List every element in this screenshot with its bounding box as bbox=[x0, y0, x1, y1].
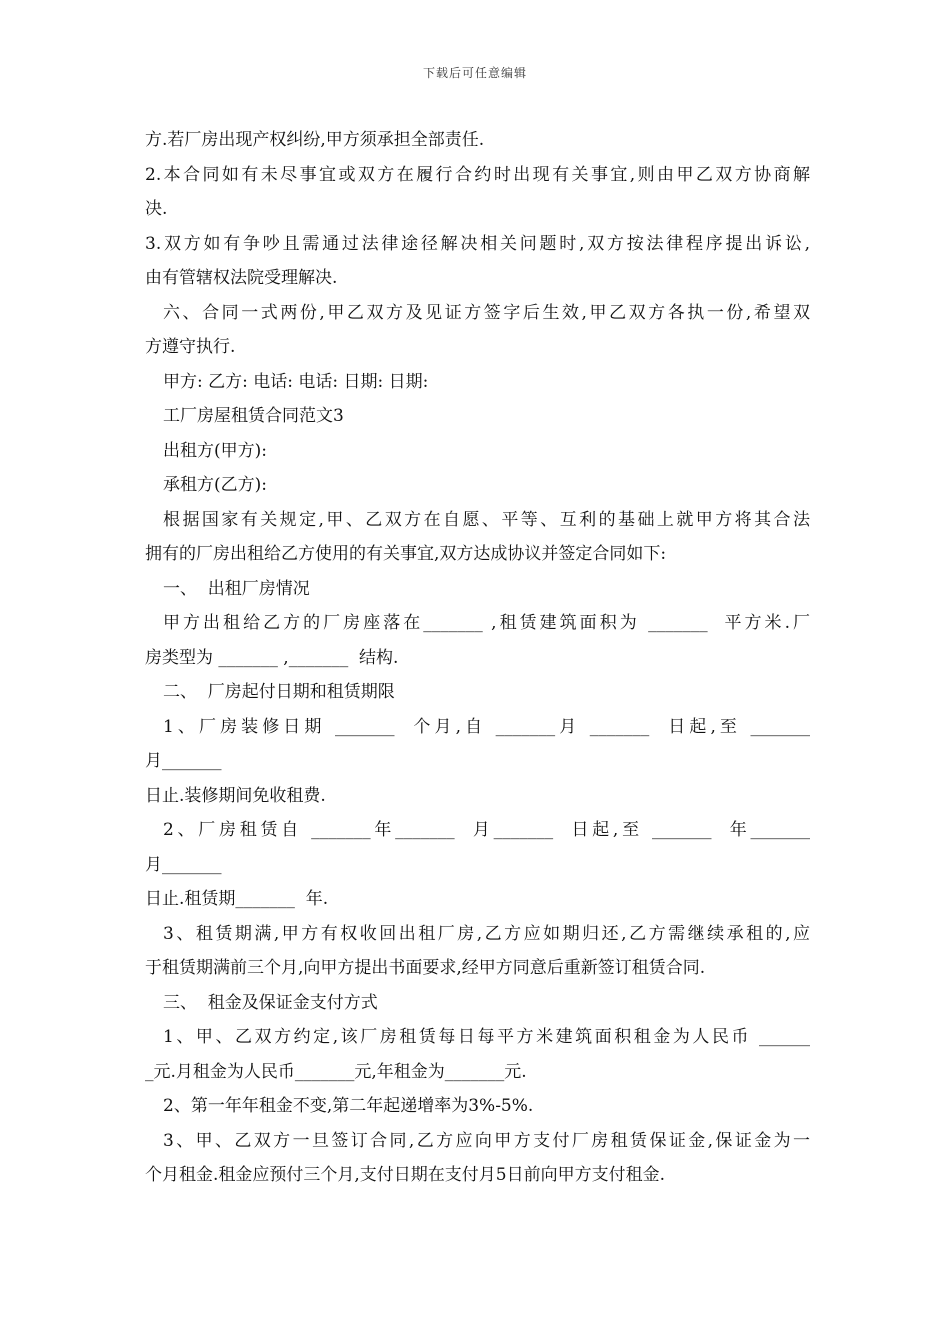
text-line: 甲方: 乙方: 电话: 电话: 日期: 日期: bbox=[163, 371, 429, 392]
text-line: 承租方(乙方): bbox=[163, 475, 267, 495]
text-line: 二、 厂房起付日期和租赁期限 bbox=[163, 682, 395, 702]
document-body bbox=[145, 123, 810, 1193]
text-line: 出租方(甲方): bbox=[163, 440, 267, 461]
text-line: 个月租金.租金应预付三个月,支付日期在支付月5日前向甲方支付租金. bbox=[145, 1165, 666, 1185]
text-line: 3、租赁期满,甲方有权收回出租厂房,乙方应如期归还,乙方需继续承租的,应 bbox=[163, 923, 810, 944]
text-line: 于租赁期满前三个月,向甲方提出书面要求,经甲方同意后重新签订租赁合同. bbox=[145, 958, 706, 978]
text-line: 工厂房屋租赁合同范文3 bbox=[163, 406, 344, 426]
text-line: 方遵守执行. bbox=[145, 337, 236, 357]
text-line: _元.月租金为人民币_______元,年租金为_______元. bbox=[145, 1061, 527, 1082]
text-line: 2.本合同如有未尽事宜或双方在履行合约时出现有关事宜,则由甲乙双方协商解 bbox=[145, 164, 810, 185]
text-line: 月_______ bbox=[145, 854, 222, 875]
text-line: 决. bbox=[145, 199, 168, 219]
text-line: 三、 租金及保证金支付方式 bbox=[163, 992, 378, 1013]
text-line: 2、厂房租赁自 _______年_______ 月_______ 日起,至 _______ 年_______ bbox=[163, 820, 810, 840]
text-line: 3、甲、乙双方一旦签订合同,乙方应向甲方支付厂房租赁保证金,保证金为一 bbox=[163, 1130, 810, 1151]
text-line: 拥有的厂房出租给乙方使用的有关事宜,双方达成协议并签定合同如下: bbox=[145, 544, 667, 564]
page-header: 下载后可任意编辑 bbox=[422, 66, 527, 80]
text-line: 2、第一年年租金不变,第二年起递增率为3%-5%. bbox=[163, 1096, 534, 1116]
text-line: 3.双方如有争吵且需通过法律途径解决相关问题时,双方按法律程序提出诉讼, bbox=[145, 233, 810, 254]
text-line: 日止.装修期间免收租费. bbox=[145, 785, 326, 806]
text-line: 方.若厂房出现产权纠纷,甲方须承担全部责任. bbox=[145, 130, 485, 150]
text-line: 1、甲、乙双方约定,该厂房租赁每日每平方米建筑面积租金为人民币 ______ bbox=[163, 1027, 810, 1047]
text-line: 月_______ bbox=[145, 751, 222, 771]
text-line: 根据国家有关规定,甲、乙双方在自愿、平等、互利的基础上就甲方将其合法 bbox=[163, 509, 810, 530]
text-line: 1、厂房装修日期 _______ 个月,自 _______月 _______ 日起,至 _______ bbox=[163, 716, 810, 737]
text-line: 甲方出租给乙方的厂房座落在_______ ,租赁建筑面积为 _______ 平方米.厂 bbox=[163, 613, 810, 633]
text-line: 房类型为 _______ ,_______ 结构. bbox=[145, 647, 399, 668]
text-line: 日止.租赁期_______ 年. bbox=[145, 889, 329, 909]
text-line: 一、 出租厂房情况 bbox=[163, 578, 310, 599]
text-line: 由有管辖权法院受理解决. bbox=[145, 268, 338, 288]
text-line: 六、合同一式两份,甲乙双方及见证方签字后生效,甲乙双方各执一份,希望双 bbox=[163, 302, 810, 323]
